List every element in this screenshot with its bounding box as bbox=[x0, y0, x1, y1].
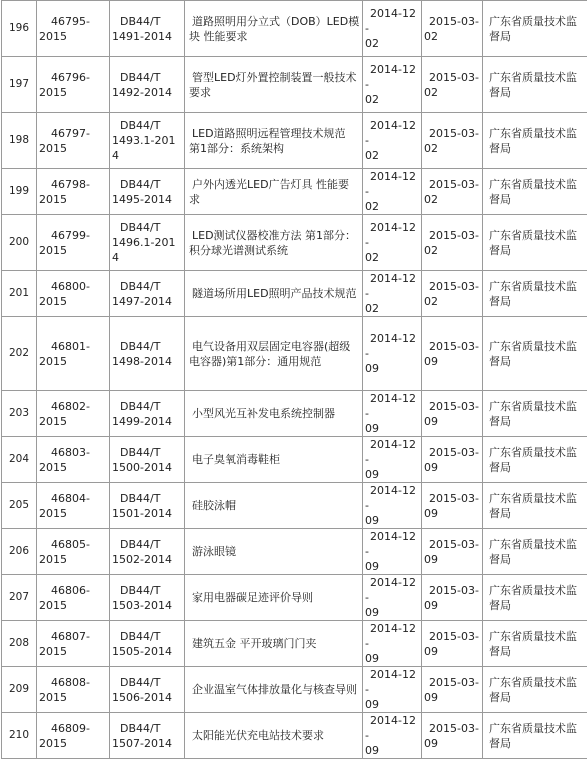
effective-date bbox=[422, 1, 483, 57]
cell-eff1: 2015-03- bbox=[424, 675, 480, 690]
cell-std1: DB44/T bbox=[112, 721, 182, 736]
standard-title bbox=[185, 529, 363, 575]
publish-date bbox=[363, 113, 422, 169]
row-index bbox=[2, 57, 37, 113]
cell-code2: 2015 bbox=[39, 553, 67, 566]
cell-idx: 207 bbox=[9, 591, 29, 603]
cell-pub2: 09 bbox=[365, 698, 379, 711]
publish-date bbox=[363, 529, 422, 575]
cell-code2: 2015 bbox=[39, 737, 67, 750]
row-index bbox=[2, 575, 37, 621]
cell-std1: DB44/T bbox=[112, 675, 182, 690]
record-number bbox=[37, 621, 110, 667]
cell-pub1: 2014-12- bbox=[365, 437, 419, 467]
cell-org: 广东省质量技术监督局 bbox=[489, 538, 577, 566]
cell-code1: 46798- bbox=[39, 177, 107, 192]
cell-pub2: 02 bbox=[365, 149, 379, 162]
cell-code2: 2015 bbox=[39, 691, 67, 704]
record-number bbox=[37, 575, 110, 621]
cell-pub1: 2014-12- bbox=[365, 713, 419, 743]
table-row bbox=[2, 57, 587, 113]
cell-code2: 2015 bbox=[39, 30, 67, 43]
cell-std2: 1506-2014 bbox=[112, 691, 172, 704]
issuing-authority bbox=[483, 57, 587, 113]
table-row bbox=[2, 713, 587, 759]
cell-code2: 2015 bbox=[39, 355, 67, 368]
standard-title bbox=[185, 483, 363, 529]
cell-idx: 202 bbox=[9, 347, 29, 359]
publish-date bbox=[363, 317, 422, 391]
cell-org: 广东省质量技术监督局 bbox=[489, 722, 577, 750]
cell-idx: 205 bbox=[9, 499, 29, 511]
record-number bbox=[37, 169, 110, 215]
cell-pub2: 02 bbox=[365, 200, 379, 213]
cell-org: 广东省质量技术监督局 bbox=[489, 340, 577, 368]
cell-pub2: 09 bbox=[365, 468, 379, 481]
row-index bbox=[2, 621, 37, 667]
cell-eff1: 2015-03- bbox=[424, 629, 480, 644]
standard-number bbox=[110, 113, 185, 169]
cell-eff1: 2015-03- bbox=[424, 228, 480, 243]
cell-std2: 1499-2014 bbox=[112, 415, 172, 428]
issuing-authority bbox=[483, 317, 587, 391]
cell-code1: 46805- bbox=[39, 537, 107, 552]
cell-org: 广东省质量技术监督局 bbox=[489, 584, 577, 612]
cell-idx: 210 bbox=[9, 729, 29, 741]
table-row bbox=[2, 437, 587, 483]
publish-date bbox=[363, 1, 422, 57]
cell-pub1: 2014-12- bbox=[365, 271, 419, 301]
cell-pub2: 09 bbox=[365, 744, 379, 757]
standards-table bbox=[1, 0, 587, 759]
cell-eff1: 2015-03- bbox=[424, 14, 480, 29]
cell-pub1: 2014-12- bbox=[365, 621, 419, 651]
cell-std1: DB44/T bbox=[112, 279, 182, 294]
cell-title: 企业温室气体排放量化与核查导则 bbox=[189, 682, 360, 697]
cell-eff2: 02 bbox=[424, 193, 438, 206]
cell-eff2: 09 bbox=[424, 737, 438, 750]
effective-date bbox=[422, 621, 483, 667]
cell-code1: 46796- bbox=[39, 70, 107, 85]
row-index bbox=[2, 667, 37, 713]
cell-pub2: 09 bbox=[365, 422, 379, 435]
row-index bbox=[2, 169, 37, 215]
standard-number bbox=[110, 57, 185, 113]
standard-number bbox=[110, 215, 185, 271]
publish-date bbox=[363, 713, 422, 759]
cell-eff2: 09 bbox=[424, 553, 438, 566]
standard-number bbox=[110, 483, 185, 529]
record-number bbox=[37, 271, 110, 317]
cell-idx: 201 bbox=[9, 287, 29, 299]
cell-std2: 1498-2014 bbox=[112, 355, 172, 368]
cell-pub2: 02 bbox=[365, 302, 379, 315]
cell-pub1: 2014-12- bbox=[365, 331, 419, 361]
cell-title: 家用电器碳足迹评价导则 bbox=[189, 590, 360, 605]
cell-std2: 1503-2014 bbox=[112, 599, 172, 612]
effective-date bbox=[422, 169, 483, 215]
standard-title bbox=[185, 575, 363, 621]
issuing-authority bbox=[483, 113, 587, 169]
table-row bbox=[2, 575, 587, 621]
record-number bbox=[37, 667, 110, 713]
cell-eff1: 2015-03- bbox=[424, 177, 480, 192]
cell-pub1: 2014-12- bbox=[365, 6, 419, 36]
cell-eff1: 2015-03- bbox=[424, 126, 480, 141]
issuing-authority bbox=[483, 667, 587, 713]
table-row bbox=[2, 317, 587, 391]
cell-code2: 2015 bbox=[39, 244, 67, 257]
cell-title: LED测试仪器校准方法 第1部分：积分球光谱测试系统 bbox=[189, 228, 360, 258]
standard-title bbox=[185, 57, 363, 113]
cell-std1: DB44/T bbox=[112, 118, 182, 133]
cell-idx: 204 bbox=[9, 453, 29, 465]
cell-org: 广东省质量技术监督局 bbox=[489, 15, 577, 43]
cell-std2: 1502-2014 bbox=[112, 553, 172, 566]
cell-code1: 46800- bbox=[39, 279, 107, 294]
cell-eff2: 09 bbox=[424, 645, 438, 658]
cell-title: 建筑五金 平开玻璃门门夹 bbox=[189, 636, 360, 651]
effective-date bbox=[422, 317, 483, 391]
publish-date bbox=[363, 57, 422, 113]
cell-org: 广东省质量技术监督局 bbox=[489, 71, 577, 99]
standard-number bbox=[110, 529, 185, 575]
cell-org: 广东省质量技术监督局 bbox=[489, 127, 577, 155]
cell-std2: 1495-2014 bbox=[112, 193, 172, 206]
cell-pub1: 2014-12- bbox=[365, 483, 419, 513]
cell-std1: DB44/T bbox=[112, 399, 182, 414]
standard-title bbox=[185, 113, 363, 169]
effective-date bbox=[422, 271, 483, 317]
row-index bbox=[2, 1, 37, 57]
issuing-authority bbox=[483, 1, 587, 57]
cell-eff2: 02 bbox=[424, 30, 438, 43]
effective-date bbox=[422, 575, 483, 621]
cell-std2: 1492-2014 bbox=[112, 86, 172, 99]
cell-pub1: 2014-12- bbox=[365, 391, 419, 421]
cell-pub2: 09 bbox=[365, 606, 379, 619]
table-row bbox=[2, 1, 587, 57]
cell-pub1: 2014-12- bbox=[365, 62, 419, 92]
cell-org: 广东省质量技术监督局 bbox=[489, 492, 577, 520]
cell-eff1: 2015-03- bbox=[424, 721, 480, 736]
cell-std2: 1497-2014 bbox=[112, 295, 172, 308]
record-number bbox=[37, 391, 110, 437]
table-row bbox=[2, 391, 587, 437]
issuing-authority bbox=[483, 215, 587, 271]
cell-std1: DB44/T bbox=[112, 629, 182, 644]
record-number bbox=[37, 1, 110, 57]
cell-eff2: 09 bbox=[424, 599, 438, 612]
cell-title: 游泳眼镜 bbox=[189, 544, 360, 559]
table-row bbox=[2, 483, 587, 529]
standard-title bbox=[185, 271, 363, 317]
cell-eff2: 09 bbox=[424, 507, 438, 520]
cell-pub2: 09 bbox=[365, 560, 379, 573]
issuing-authority bbox=[483, 621, 587, 667]
cell-eff2: 02 bbox=[424, 142, 438, 155]
publish-date bbox=[363, 667, 422, 713]
cell-code2: 2015 bbox=[39, 645, 67, 658]
cell-code2: 2015 bbox=[39, 142, 67, 155]
cell-pub1: 2014-12- bbox=[365, 575, 419, 605]
standard-number bbox=[110, 317, 185, 391]
cell-std2: 1507-2014 bbox=[112, 737, 172, 750]
issuing-authority bbox=[483, 169, 587, 215]
cell-eff1: 2015-03- bbox=[424, 279, 480, 294]
row-index bbox=[2, 483, 37, 529]
issuing-authority bbox=[483, 575, 587, 621]
cell-pub2: 02 bbox=[365, 251, 379, 264]
effective-date bbox=[422, 215, 483, 271]
table-body bbox=[2, 1, 587, 759]
cell-code2: 2015 bbox=[39, 507, 67, 520]
effective-date bbox=[422, 391, 483, 437]
standard-title bbox=[185, 667, 363, 713]
record-number bbox=[37, 437, 110, 483]
cell-code1: 46797- bbox=[39, 126, 107, 141]
cell-title: 小型风光互补发电系统控制器 bbox=[189, 406, 360, 421]
cell-code1: 46803- bbox=[39, 445, 107, 460]
cell-code2: 2015 bbox=[39, 415, 67, 428]
cell-pub2: 02 bbox=[365, 93, 379, 106]
cell-title: 硅胶泳帽 bbox=[189, 498, 360, 513]
cell-eff2: 02 bbox=[424, 86, 438, 99]
standard-title bbox=[185, 391, 363, 437]
cell-std1: DB44/T bbox=[112, 14, 182, 29]
cell-eff1: 2015-03- bbox=[424, 399, 480, 414]
cell-std1: DB44/T bbox=[112, 583, 182, 598]
cell-title: 户外内透光LED广告灯具 性能要求 bbox=[189, 177, 360, 207]
issuing-authority bbox=[483, 437, 587, 483]
record-number bbox=[37, 113, 110, 169]
cell-code1: 46795- bbox=[39, 14, 107, 29]
cell-eff2: 02 bbox=[424, 295, 438, 308]
cell-idx: 203 bbox=[9, 407, 29, 419]
publish-date bbox=[363, 575, 422, 621]
cell-code1: 46808- bbox=[39, 675, 107, 690]
cell-pub2: 09 bbox=[365, 514, 379, 527]
cell-code1: 46804- bbox=[39, 491, 107, 506]
cell-pub1: 2014-12- bbox=[365, 529, 419, 559]
record-number bbox=[37, 483, 110, 529]
cell-pub2: 09 bbox=[365, 362, 379, 375]
standard-number bbox=[110, 667, 185, 713]
cell-eff1: 2015-03- bbox=[424, 339, 480, 354]
issuing-authority bbox=[483, 271, 587, 317]
cell-eff1: 2015-03- bbox=[424, 537, 480, 552]
effective-date bbox=[422, 529, 483, 575]
cell-std1: DB44/T bbox=[112, 177, 182, 192]
issuing-authority bbox=[483, 483, 587, 529]
publish-date bbox=[363, 271, 422, 317]
row-index bbox=[2, 391, 37, 437]
issuing-authority bbox=[483, 713, 587, 759]
cell-title: 道路照明用分立式（DOB）LED模块 性能要求 bbox=[189, 14, 360, 44]
row-index bbox=[2, 271, 37, 317]
cell-org: 广东省质量技术监督局 bbox=[489, 178, 577, 206]
publish-date bbox=[363, 391, 422, 437]
cell-org: 广东省质量技术监督局 bbox=[489, 446, 577, 474]
cell-std1: DB44/T bbox=[112, 70, 182, 85]
cell-std1: DB44/T bbox=[112, 537, 182, 552]
cell-title: 太阳能光伏充电站技术要求 bbox=[189, 728, 360, 743]
cell-org: 广东省质量技术监督局 bbox=[489, 400, 577, 428]
cell-code2: 2015 bbox=[39, 193, 67, 206]
row-index bbox=[2, 113, 37, 169]
cell-pub1: 2014-12- bbox=[365, 169, 419, 199]
standard-number bbox=[110, 391, 185, 437]
cell-std2: 1500-2014 bbox=[112, 461, 172, 474]
standard-title bbox=[185, 713, 363, 759]
cell-idx: 200 bbox=[9, 236, 29, 248]
standard-title bbox=[185, 215, 363, 271]
cell-code1: 46799- bbox=[39, 228, 107, 243]
cell-std1: DB44/T bbox=[112, 491, 182, 506]
publish-date bbox=[363, 215, 422, 271]
cell-eff2: 02 bbox=[424, 244, 438, 257]
issuing-authority bbox=[483, 529, 587, 575]
effective-date bbox=[422, 667, 483, 713]
cell-org: 广东省质量技术监督局 bbox=[489, 676, 577, 704]
cell-eff1: 2015-03- bbox=[424, 491, 480, 506]
cell-code1: 46806- bbox=[39, 583, 107, 598]
cell-std2: 1505-2014 bbox=[112, 645, 172, 658]
cell-pub1: 2014-12- bbox=[365, 220, 419, 250]
row-index bbox=[2, 529, 37, 575]
cell-code1: 46801- bbox=[39, 339, 107, 354]
cell-code1: 46802- bbox=[39, 399, 107, 414]
cell-eff1: 2015-03- bbox=[424, 445, 480, 460]
effective-date bbox=[422, 483, 483, 529]
cell-eff1: 2015-03- bbox=[424, 583, 480, 598]
standard-title bbox=[185, 437, 363, 483]
publish-date bbox=[363, 169, 422, 215]
cell-code2: 2015 bbox=[39, 599, 67, 612]
table-row bbox=[2, 113, 587, 169]
row-index bbox=[2, 713, 37, 759]
standard-number bbox=[110, 437, 185, 483]
cell-code1: 46807- bbox=[39, 629, 107, 644]
cell-title: 管型LED灯外置控制装置一般技术要求 bbox=[189, 70, 360, 100]
standard-title bbox=[185, 1, 363, 57]
cell-org: 广东省质量技术监督局 bbox=[489, 229, 577, 257]
cell-eff2: 09 bbox=[424, 415, 438, 428]
cell-title: 隧道场所用LED照明产品技术规范 bbox=[189, 286, 360, 301]
cell-std2: 1493.1-2014 bbox=[112, 134, 175, 162]
table-row bbox=[2, 667, 587, 713]
cell-std2: 1496.1-2014 bbox=[112, 236, 175, 264]
cell-idx: 197 bbox=[9, 78, 29, 90]
record-number bbox=[37, 57, 110, 113]
record-number bbox=[37, 215, 110, 271]
table-row bbox=[2, 621, 587, 667]
cell-idx: 198 bbox=[9, 134, 29, 146]
table-row bbox=[2, 169, 587, 215]
cell-title: LED道路照明远程管理技术规范 第1部分：系统架构 bbox=[189, 126, 360, 156]
standard-number bbox=[110, 1, 185, 57]
cell-idx: 196 bbox=[9, 22, 29, 34]
cell-std1: DB44/T bbox=[112, 220, 182, 235]
cell-idx: 199 bbox=[9, 185, 29, 197]
issuing-authority bbox=[483, 391, 587, 437]
standard-title bbox=[185, 169, 363, 215]
effective-date bbox=[422, 57, 483, 113]
standard-number bbox=[110, 271, 185, 317]
effective-date bbox=[422, 437, 483, 483]
standard-number bbox=[110, 169, 185, 215]
cell-pub1: 2014-12- bbox=[365, 667, 419, 697]
cell-eff2: 09 bbox=[424, 461, 438, 474]
cell-code2: 2015 bbox=[39, 86, 67, 99]
row-index bbox=[2, 437, 37, 483]
row-index bbox=[2, 215, 37, 271]
cell-idx: 208 bbox=[9, 637, 29, 649]
cell-code2: 2015 bbox=[39, 295, 67, 308]
table-row bbox=[2, 215, 587, 271]
standard-title bbox=[185, 621, 363, 667]
cell-std2: 1491-2014 bbox=[112, 30, 172, 43]
record-number bbox=[37, 713, 110, 759]
cell-pub1: 2014-12- bbox=[365, 118, 419, 148]
effective-date bbox=[422, 113, 483, 169]
record-number bbox=[37, 529, 110, 575]
cell-idx: 206 bbox=[9, 545, 29, 557]
cell-eff2: 09 bbox=[424, 691, 438, 704]
cell-org: 广东省质量技术监督局 bbox=[489, 280, 577, 308]
publish-date bbox=[363, 621, 422, 667]
cell-pub2: 02 bbox=[365, 37, 379, 50]
cell-org: 广东省质量技术监督局 bbox=[489, 630, 577, 658]
standard-title bbox=[185, 317, 363, 391]
standard-number bbox=[110, 621, 185, 667]
cell-std2: 1501-2014 bbox=[112, 507, 172, 520]
record-number bbox=[37, 317, 110, 391]
row-index bbox=[2, 317, 37, 391]
cell-code1: 46809- bbox=[39, 721, 107, 736]
cell-title: 电气设备用双层固定电容器(超级电容器)第1部分：通用规范 bbox=[189, 339, 360, 369]
standard-number bbox=[110, 713, 185, 759]
cell-title: 电子臭氧消毒鞋柜 bbox=[189, 452, 360, 467]
table-row bbox=[2, 529, 587, 575]
standard-number bbox=[110, 575, 185, 621]
cell-std1: DB44/T bbox=[112, 339, 182, 354]
cell-std1: DB44/T bbox=[112, 445, 182, 460]
cell-pub2: 09 bbox=[365, 652, 379, 665]
table-row bbox=[2, 271, 587, 317]
cell-idx: 209 bbox=[9, 683, 29, 695]
publish-date bbox=[363, 437, 422, 483]
cell-eff1: 2015-03- bbox=[424, 70, 480, 85]
cell-eff2: 09 bbox=[424, 355, 438, 368]
cell-code2: 2015 bbox=[39, 461, 67, 474]
effective-date bbox=[422, 713, 483, 759]
publish-date bbox=[363, 483, 422, 529]
